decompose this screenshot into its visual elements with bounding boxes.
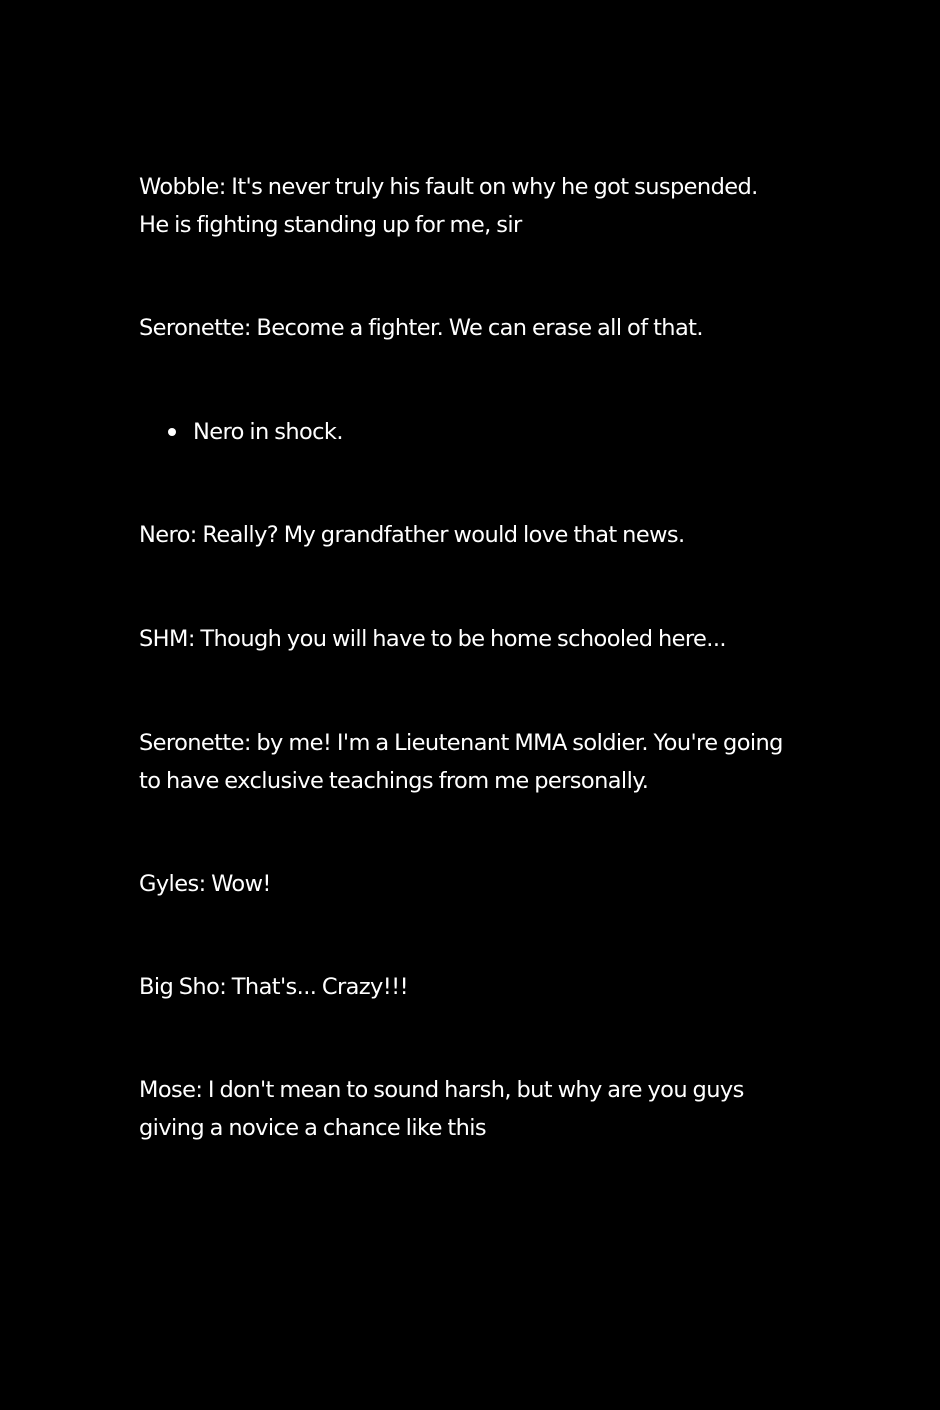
bullet-icon <box>168 428 176 436</box>
dialogue-line-mose: Mose: I don't mean to sound harsh, but why are you guys giving a novice a chance like this <box>139 1077 744 1141</box>
dialogue-line-big-sho: Big Sho: That's... Crazy!!! <box>139 974 409 1000</box>
dialogue-line-gyles: Gyles: Wow! <box>139 871 271 897</box>
dialogue-line-seronette-1: Seronette: Become a fighter. We can erase all of that. <box>139 315 703 341</box>
dialogue-line-seronette-2: Seronette: by me! I'm a Lieutenant MMA soldier. You're going to have exclusive teachings from me personally. <box>139 730 783 794</box>
dialogue-line-nero: Nero: Really? My grandfather would love that news. <box>139 522 685 548</box>
dialogue-line-wobble: Wobble: It's never truly his fault on why he got suspended. He is fighting standing up for me, sir <box>139 174 758 238</box>
narration-bullet-text: Nero in shock. <box>193 419 343 445</box>
dialogue-line-shm: SHM: Though you will have to be home schooled here... <box>139 626 726 652</box>
